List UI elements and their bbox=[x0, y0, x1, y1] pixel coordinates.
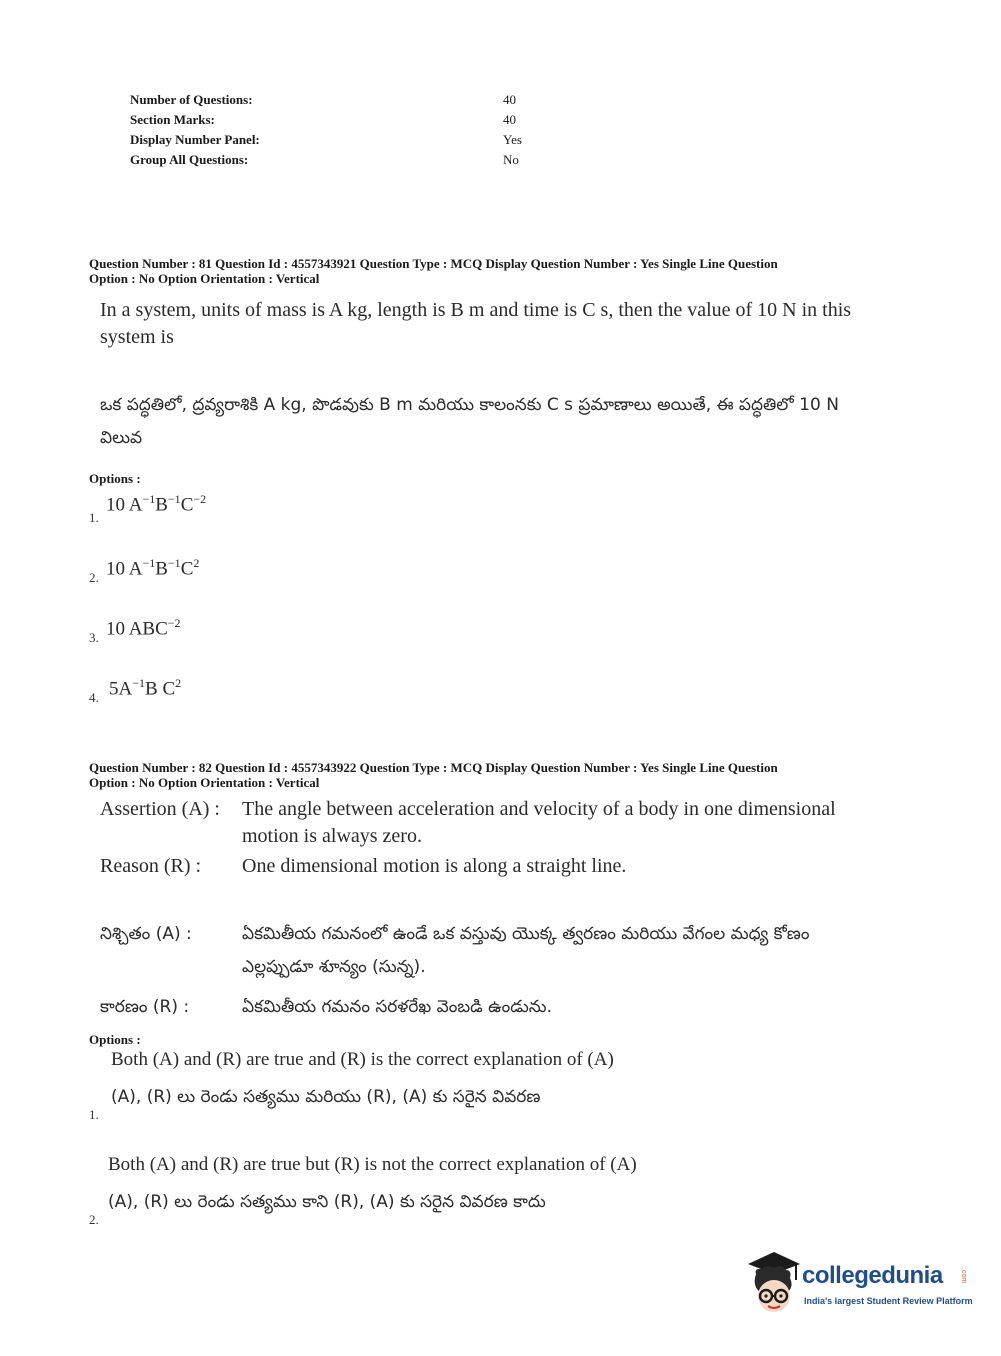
meta-value: 40 bbox=[503, 92, 516, 107]
option-number: 2. bbox=[89, 1212, 99, 1227]
q81-header bbox=[89, 256, 889, 286]
reason-text: One dimensional motion is along a straight line. bbox=[242, 855, 627, 877]
brand-name: collegedunia bbox=[802, 1262, 943, 1289]
collegedunia-logo bbox=[744, 1252, 974, 1316]
option-text: 10 $A^{-1}B^{-1}C^{-2}$ bbox=[106, 492, 207, 516]
option-text: $5A^{-1}B$ $C^2$ bbox=[109, 676, 182, 700]
q81-options-label: Options : bbox=[89, 471, 141, 486]
option-number: 1. bbox=[89, 1107, 99, 1122]
option-number: 3. bbox=[89, 630, 99, 645]
brand-tagline: India's largest Student Review Platform bbox=[804, 1296, 973, 1306]
assertion-text-te: ఏకమితీయ గమనంలో ఉండే ఒక వస్తువు యొక్క త్వరణం మరియు వేగంల మధ్య కోణం ఎల్లప్పుడూ శూన్యం (సున్న). bbox=[242, 924, 810, 977]
meta-value: Yes bbox=[503, 132, 522, 147]
mascot-icon bbox=[744, 1252, 802, 1316]
meta-label: Group All Questions: bbox=[130, 152, 249, 167]
q82-header bbox=[89, 760, 889, 790]
q82-header-line2: Option : No Option Orientation : Vertical bbox=[89, 775, 320, 790]
option-text: 10 $A^{-1}B^{-1}C^2$ bbox=[106, 556, 200, 580]
meta-label: Section Marks: bbox=[130, 112, 215, 127]
reason-label-te: కారణం (R) : bbox=[100, 997, 190, 1017]
option-text-en: Both (A) and (R) are true but (R) is not the correct explanation of (A) bbox=[108, 1154, 637, 1175]
assertion-label: Assertion (A) : bbox=[100, 798, 220, 820]
q81-header-line1: Question Number : 81 Question Id : 4557343921 Question Type : MCQ Display Question Number : Yes Single Line Question bbox=[89, 256, 778, 271]
q81-text-en: In a system, units of mass is A kg, length is B m and time is C s, then the value of 10 N in this system is bbox=[100, 299, 852, 348]
option-text-te: (A), (R) లు రెండు సత్యము మరియు (R), (A) కు సరైన వివరణ bbox=[111, 1087, 541, 1107]
assertion-label-te: నిశ్చితం (A) : bbox=[100, 924, 192, 944]
meta-row bbox=[130, 110, 550, 130]
q81-text-te: ఒక పద్ధతిలో, ద్రవ్యరాశికి A kg, పొడవుకు B m మరియు కాలంనకు C s ప్రమాణాలు అయితే, ఈ పద్ధతిలో 10 N విలువ bbox=[100, 395, 839, 448]
option-number: 2. bbox=[89, 570, 99, 585]
brand-dotcom: .com bbox=[960, 1268, 967, 1284]
meta-value: 40 bbox=[503, 112, 516, 127]
reason-label: Reason (R) : bbox=[100, 855, 202, 877]
meta-value: No bbox=[503, 152, 519, 167]
meta-row bbox=[130, 90, 550, 110]
assertion-text: The angle between acceleration and velocity of a body in one dimensional motion is always zero. bbox=[242, 798, 836, 847]
meta-label: Display Number Panel: bbox=[130, 132, 260, 147]
section-meta bbox=[130, 90, 550, 170]
q81-header-line2: Option : No Option Orientation : Vertical bbox=[89, 271, 320, 286]
meta-row bbox=[130, 130, 550, 150]
q82-options-label: Options : bbox=[89, 1032, 141, 1047]
option-number: 4. bbox=[89, 690, 99, 705]
option-text: 10 $ABC^{-2}$ bbox=[106, 616, 181, 640]
option-text-en: Both (A) and (R) are true and (R) is the correct explanation of (A) bbox=[111, 1049, 614, 1070]
option-number: 1. bbox=[89, 510, 99, 525]
option-text-te: (A), (R) లు రెండు సత్యము కాని (R), (A) కు సరైన వివరణ కాదు bbox=[108, 1192, 546, 1212]
reason-text-te: ఏకమితీయ గమనం సరళరేఖ వెంబడి ఉండును. bbox=[242, 997, 552, 1017]
meta-label: Number of Questions: bbox=[130, 92, 253, 107]
q82-header-line1: Question Number : 82 Question Id : 4557343922 Question Type : MCQ Display Question Number : Yes Single Line Question bbox=[89, 760, 778, 775]
meta-row bbox=[130, 150, 550, 170]
